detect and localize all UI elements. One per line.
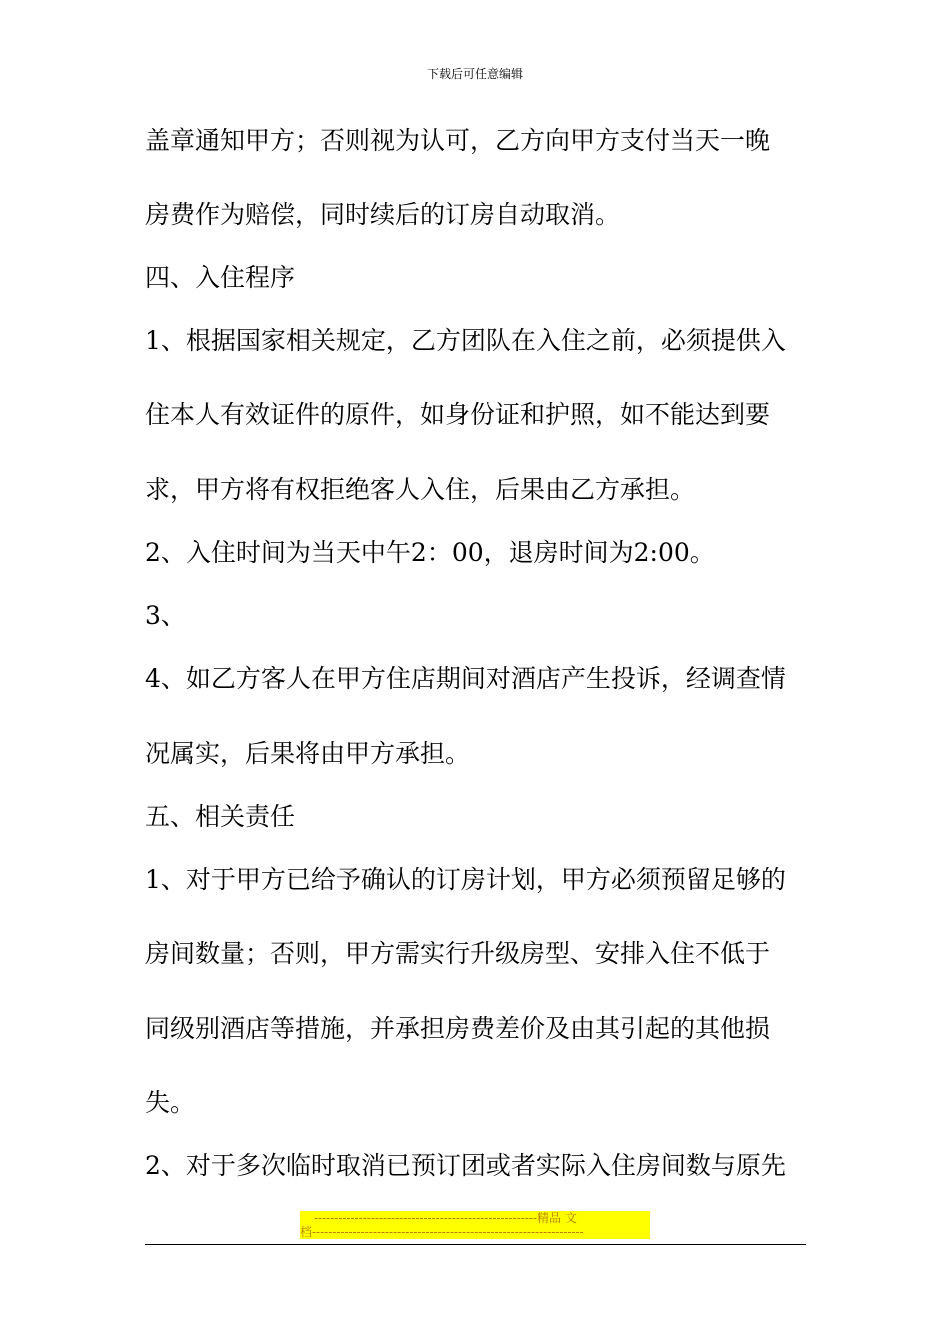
body-line: 况属实，后果将由甲方承担。 (145, 739, 471, 768)
section-heading: 五、相关责任 (145, 802, 296, 831)
body-line: 2、对于多次临时取消已预订团或者实际入住房间数与原先 (145, 1151, 786, 1180)
body-line: 房间数量；否则，甲方需实行升级房型、安排入住不低于 (145, 939, 771, 968)
body-line: 盖章通知甲方；否则视为认可，乙方向甲方支付当天一晚 (145, 126, 771, 155)
body-line: 4、如乙方客人在甲方住店期间对酒店产生投诉，经调查情 (145, 664, 786, 693)
body-line: 住本人有效证件的原件，如身份证和护照，如不能达到要 (145, 400, 771, 429)
body-line: 求，甲方将有权拒绝客人入住，后果由乙方承担。 (145, 475, 696, 504)
body-line: 3、 (145, 601, 186, 630)
body-line: 1、对于甲方已给予确认的订房计划，甲方必须预留足够的 (145, 865, 786, 894)
watermark-line: -------------------------------------------------------精品 文 (314, 1211, 577, 1225)
body-line: 房费作为赔偿，同时续后的订房自动取消。 (145, 200, 621, 229)
page-header: 下载后可任意编辑 (426, 67, 523, 81)
watermark-stamp (300, 1211, 650, 1239)
footer-divider (145, 1244, 806, 1245)
watermark-line: 档------------------------------------------------------------------- (300, 1225, 584, 1239)
body-line: 1、根据国家相关规定，乙方团队在入住之前，必须提供入 (145, 326, 786, 355)
body-line: 同级别酒店等措施，并承担房费差价及由其引起的其他损 (145, 1014, 771, 1043)
section-heading: 四、入住程序 (145, 263, 296, 292)
body-line: 2、入住时间为当天中午2：00，退房时间为2:00。 (145, 538, 715, 567)
body-line: 失。 (145, 1088, 196, 1117)
